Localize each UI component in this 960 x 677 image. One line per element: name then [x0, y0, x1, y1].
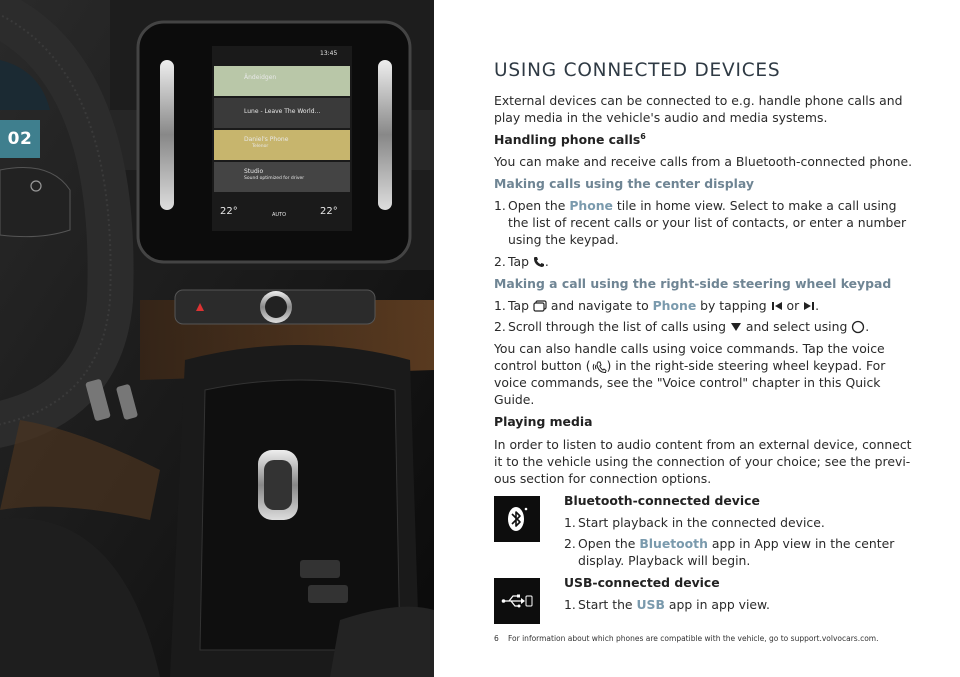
- playing-media-text: In order to listen to audio content from an external device, connect it to the vehicle using the connection of your choice; see the previous section for connection options.: [494, 436, 912, 486]
- phone-call-icon: [533, 256, 545, 268]
- bluetooth-app-ref: Bluetooth: [639, 536, 708, 552]
- interior-illustration: [0, 0, 434, 677]
- footnote: [494, 634, 928, 644]
- center-display-step-2: 2. Tap .: [494, 253, 549, 269]
- usb-heading: USB-connected device: [564, 575, 720, 591]
- right-vent: [378, 60, 392, 210]
- page-content: [494, 58, 914, 626]
- handling-calls-heading: Handling phone calls$^6$: [494, 131, 646, 147]
- keypad-step-2: 2. Scroll through the list of calls using and select using .: [494, 318, 870, 334]
- footnote-text: For information about which phones are compatible with the vehicle, go to support.volvocars.com.: [508, 634, 879, 643]
- phone-tile-ref: Phone: [569, 198, 613, 214]
- voice-control-paragraph: You can also handle calls using voice commands. Tap the voice control button ( ) in the right-side steering wheel keypad. For voice commands, see the "Voice control" chapter in this Quick Guide.: [494, 340, 886, 408]
- screen-tile-phone: Daniel's Phone: [244, 136, 289, 143]
- chapter-tab: 02: [0, 120, 40, 158]
- page-title: USING CONNECTED DEVICES: [494, 60, 781, 81]
- bluetooth-device-section: [494, 492, 914, 569]
- usb-steps: [564, 596, 914, 613]
- screen-auto-label: AUTO: [272, 212, 287, 218]
- footnote-ref[interactable]: 6: [640, 131, 646, 141]
- usb-device-section: [494, 574, 914, 626]
- screen-tile-media: Lune - Leave The World...: [244, 108, 321, 115]
- voice-control-icon: [591, 360, 607, 374]
- center-display-steps: [494, 197, 914, 269]
- app-menu-icon: [533, 300, 547, 312]
- screen-temp-left: 22°: [220, 206, 238, 217]
- screen-tile-audio-sub: Sound optimized for driver: [244, 176, 305, 181]
- previous-icon: [771, 301, 783, 311]
- bluetooth-steps: [564, 514, 914, 569]
- bluetooth-icon: [494, 496, 540, 542]
- center-display-step-1: 1. Open the Phone tile in home view. Select to make a call using the list of recent calls or your list of contacts, or enter a number using the keypad.: [494, 198, 907, 248]
- screen-tile-phone-carrier: Telenor: [252, 144, 269, 149]
- keypad-step-1: 1. Tap and navigate to Phone by tapping or .: [494, 297, 820, 313]
- screen-tile-nav: Ändeidgen: [244, 74, 277, 81]
- keypad-steps: [494, 297, 914, 335]
- screen-clock: 13:45: [320, 50, 338, 57]
- intro-paragraph: External devices can be connected to e.g. handle phone calls and play media in the vehicle's audio and media systems.: [494, 92, 903, 125]
- scroll-down-icon: [730, 322, 742, 332]
- bluetooth-step-2: 2. Open the Bluetooth app in App view in the center display. Playback will begin.: [564, 536, 895, 569]
- phone-app-ref: Phone: [652, 297, 697, 313]
- car-interior-photo: [0, 0, 434, 677]
- playing-media-heading: Playing media: [494, 414, 593, 430]
- screen-tile-audio: Studio: [244, 168, 264, 175]
- usb-icon: [494, 578, 540, 624]
- keypad-heading: Making a call using the right-side steering wheel keypad: [494, 275, 892, 291]
- handling-calls-text: You can make and receive calls from a Bluetooth-connected phone.: [494, 153, 913, 169]
- footnote-number: 6: [494, 634, 499, 643]
- usb-step-1: 1. Start the USB app in app view.: [564, 597, 770, 613]
- bluetooth-step-1: 1. Start playback in the connected device.: [564, 514, 825, 530]
- center-display-heading: Making calls using the center display: [494, 176, 754, 192]
- usb-app-ref: USB: [636, 597, 665, 613]
- select-button-icon: [851, 320, 865, 334]
- screen-temp-right: 22°: [320, 206, 338, 217]
- next-icon: [803, 301, 815, 311]
- bluetooth-heading: Bluetooth-connected device: [564, 492, 760, 508]
- left-vent: [160, 60, 174, 210]
